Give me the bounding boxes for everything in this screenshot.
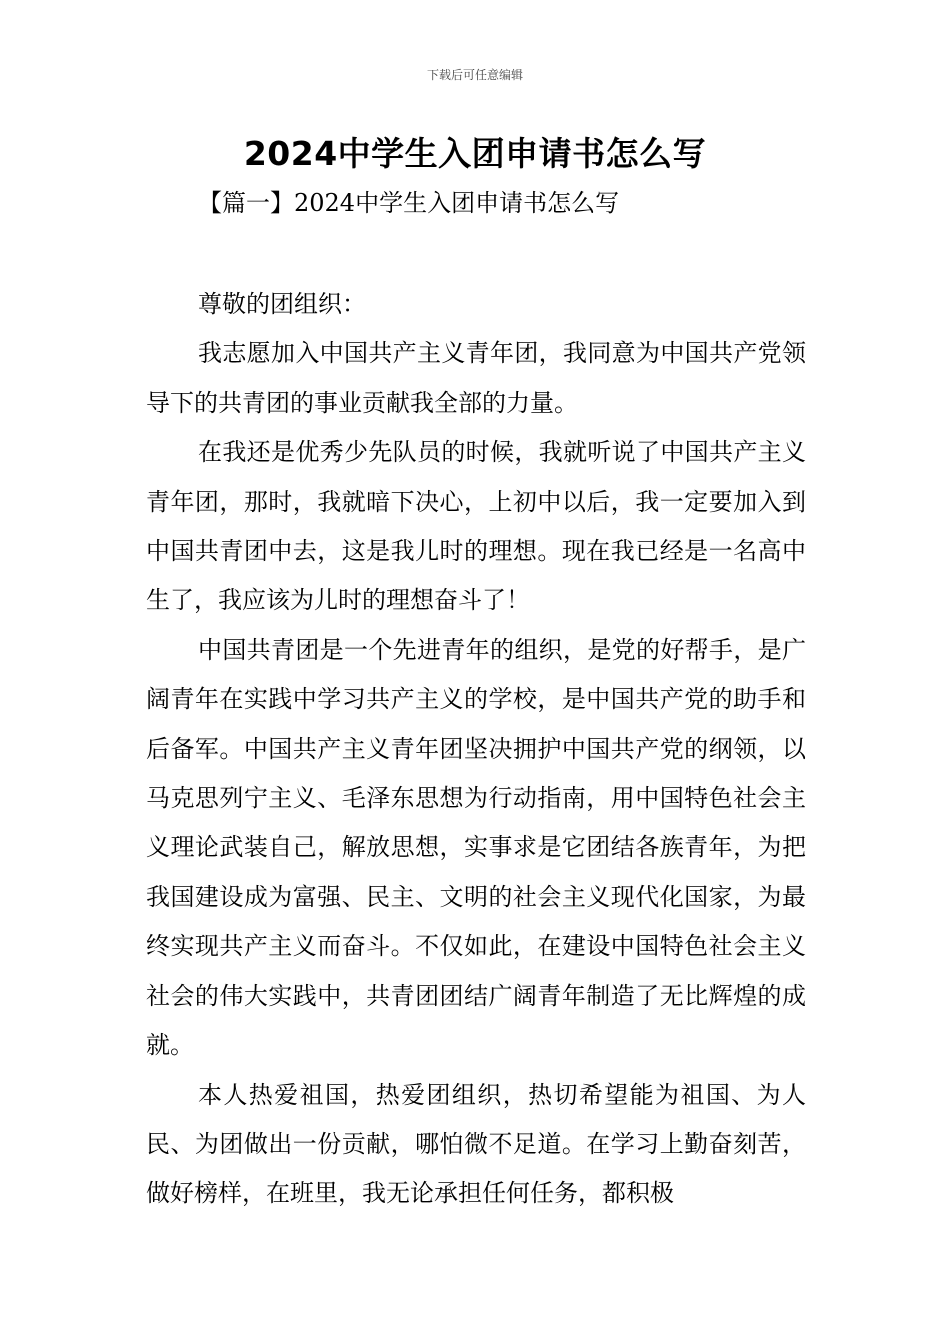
document-body: [146, 280, 806, 1219]
body-paragraph: 中国共青团是一个先进青年的组织，是党的好帮手，是广阔青年在实践中学习共产主义的学校，是中国共产党的助手和后备军。中国共产主义青年团坚决拥护中国共产党的纲领，以马克思列宁主义、毛泽东思想为行动指南，用中国特色社会主义理论武装自己，解放思想，实事求是它团结各族青年，为把我国建设成为富强、民主、文明的社会主义现代化国家，为最终实现共产主义而奋斗。不仅如此，在建设中国特色社会主义社会的伟大实践中，共青团团结广阔青年制造了无比辉煌的成就。: [146, 635, 806, 1060]
document-title: 2024中学生入团申请书怎么写: [243, 134, 707, 173]
section-subtitle: 【篇一】2024中学生入团申请书怎么写: [198, 189, 620, 217]
body-paragraph: 在我还是优秀少先队员的时候，我就听说了中国共产主义青年团，那时，我就暗下决心，上初中以后，我一定要加入到中国共青团中去，这是我儿时的理想。现在我已经是一名高中生了，我应该为儿时的理想奋斗了！: [146, 438, 806, 615]
page-header-note: 下载后可任意编辑: [426, 68, 523, 82]
body-paragraph: 本人热爱祖国，热爱团组织，热切希望能为祖国、为人民、为团做出一份贡献，哪怕微不足道。在学习上勤奋刻苦，做好榜样，在班里，我无论承担任何任务，都积极: [146, 1080, 806, 1208]
body-paragraph: 我志愿加入中国共产主义青年团，我同意为中国共产党领导下的共青团的事业贡献我全部的力量。: [146, 339, 806, 417]
salutation: 尊敬的团组织：: [198, 290, 366, 318]
